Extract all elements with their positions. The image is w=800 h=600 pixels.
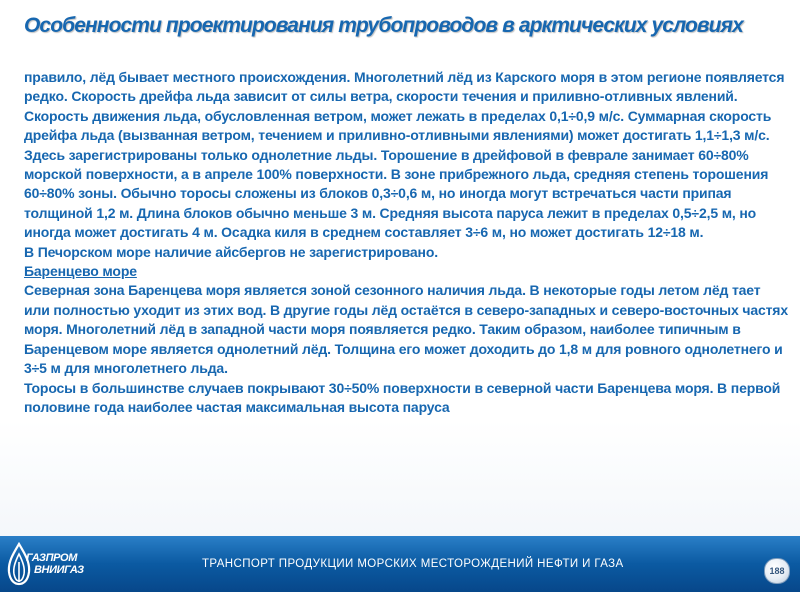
logo-line-1: ГАЗПРОМ [26,552,77,564]
company-logo [4,540,96,588]
footer-bar [0,536,800,592]
footer-title: ТРАНСПОРТ ПРОДУКЦИИ МОРСКИХ МЕСТОРОЖДЕНИЙ НЕФТИ И ГАЗА [202,558,624,570]
body-paragraph: Здесь зарегистрированы только однолетние льды. Торошение в дрейфовой в феврале занимает 60÷80% морской поверхности, а в апреле 100% поверхности. В зоне прибрежного льда, средняя степень торошения 60÷80% зоны. Обычно торосы сложены из блоков 0,3÷0,6 м, но иногда могут встречаться части припая толщиной 1,2 м. Длина блоков обычно меньше 3 м. Средняя высота паруса лежит в пределах 0,5÷2,5 м, но иногда может достигать 4 м. Осадка киля в среднем составляет 3÷6 м, но может достигать 12÷18 м. [24,146,769,241]
section-heading-barents-sea: Баренцево море [24,263,137,280]
page-number-badge: 188 [764,558,790,584]
body-paragraph: В Печорском море наличие айсбергов не зарегистрировано. [24,243,438,260]
slide-title: Особенности проектирования трубопроводов в арктических условиях [24,14,743,37]
slide-body [24,68,788,417]
logo-wordmark [26,552,84,576]
body-paragraph: Торосы в большинстве случаев покрывают 30÷50% поверхности в северной части Баренцева моря. В первой половине года наиболее частая максимальная высота паруса [24,379,781,415]
body-paragraph: правило, лёд бывает местного происхождения. Многолетний лёд из Карского моря в этом регионе появляется редко. Скорость дрейфа льда зависит от силы ветра, скорости течения и приливно-отливных явлений. Скорость движения льда, обусловленная ветром, может лежать в пределах 0,1÷0,9 м/с. Суммарная скорость дрейфа льда (вызванная ветром, течением и приливно-отливными явлениями) может достигать 1,1÷1,3 м/с. [24,69,785,144]
logo-line-2: ВНИИГАЗ [34,564,84,576]
body-paragraph: Северная зона Баренцева моря является зоной сезонного наличия льда. В некоторые годы летом лёд тает или полностью уходит из этих вод. В другие годы лёд остаётся в северо-западных и северо-восточных частях моря. Многолетний лёд в западной части моря появляется редко. Таким образом, наиболее типичным в Баренцевом море является однолетний лёд. Толщина его может доходить до 1,8 м для ровного однолетнего и 3÷5 м для многолетнего льда. [24,282,788,377]
footer-bottom-strip [0,592,800,600]
